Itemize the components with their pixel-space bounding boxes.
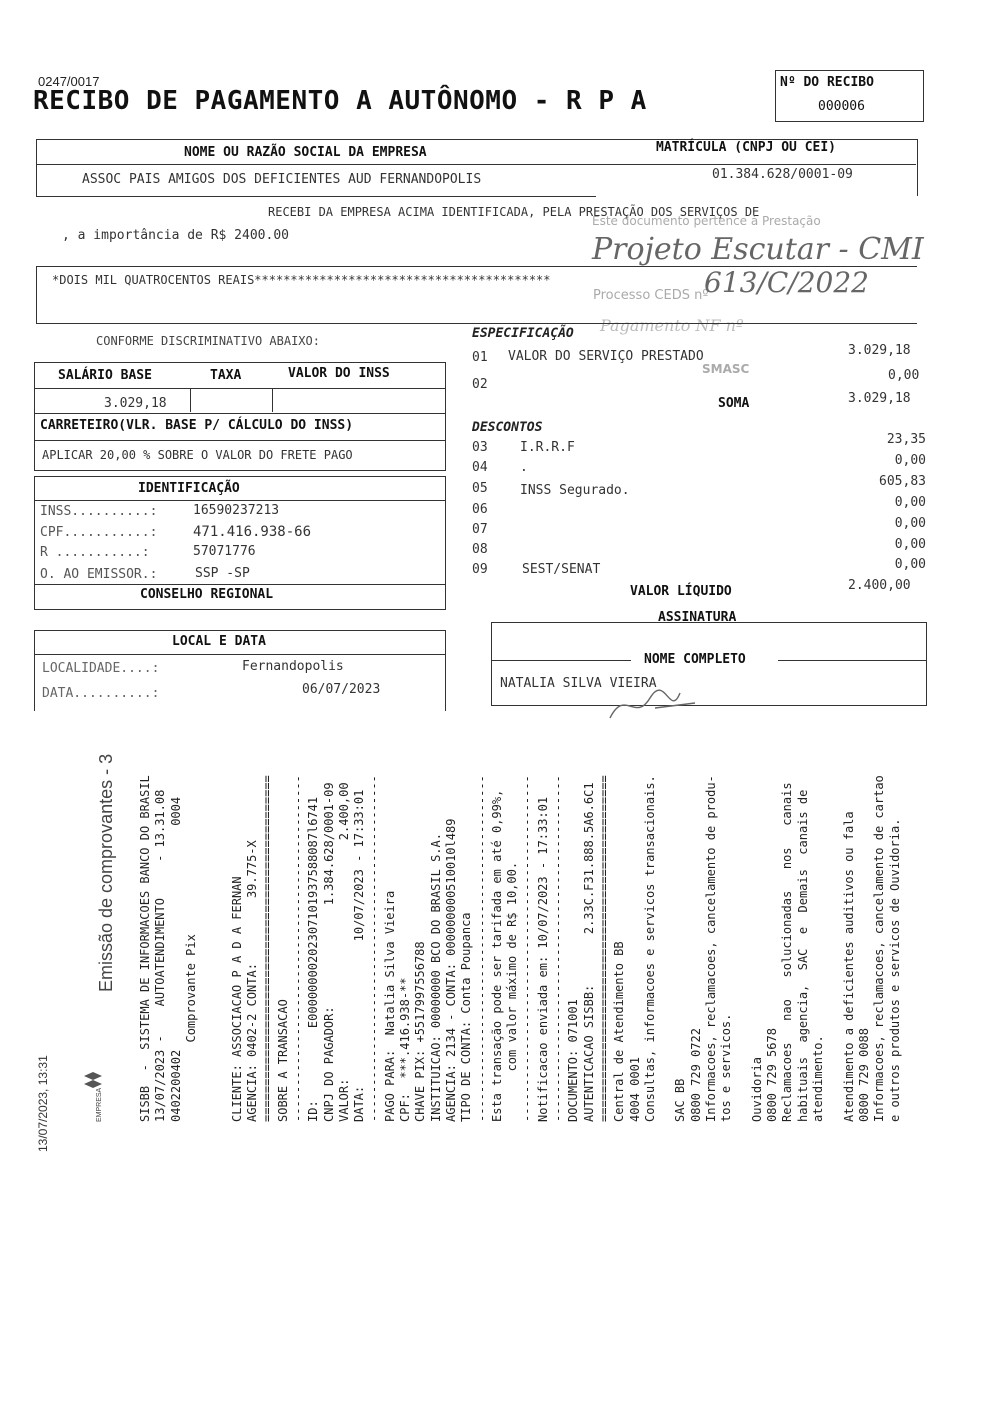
company-name: ASSOC PAIS AMIGOS DOS DEFICIENTES AUD FERNANDOPOLIS xyxy=(82,172,482,187)
pix-line: Esta transação pode ser tarifada em até 0,99%, xyxy=(489,789,504,1122)
company-reg: 01.384.628/0001-09 xyxy=(712,167,853,182)
divider xyxy=(491,660,631,661)
pix-line: ------------------------------------------------ xyxy=(474,775,489,1122)
desconto-num: 09 xyxy=(472,562,488,577)
desconto-value: 605,83 xyxy=(879,474,926,489)
desconto-desc: SEST/SENAT xyxy=(522,562,601,577)
pix-line: e outros produtos e servicos de Ouvidoria. xyxy=(887,818,902,1122)
salary-base-header: SALÁRIO BASE xyxy=(58,368,152,383)
pix-line: INSTITUICAO: 00000000 BCO DO BRASIL S.A. xyxy=(428,833,443,1122)
especificacao-label: ESPECIFICAÇÃO xyxy=(472,326,574,341)
desconto-value: 0,00 xyxy=(894,453,926,468)
pix-line: 0800 729 0088 xyxy=(856,1028,871,1122)
pix-line: Central de Atendimento BB xyxy=(612,941,627,1122)
spec-desc: VALOR DO SERVIÇO PRESTADO xyxy=(508,349,704,364)
pix-line: ID: E00000000202307101937588087l6741 xyxy=(306,796,321,1122)
pix-line: AGENCIA: 0402-2 CONTA: 39.775-X xyxy=(245,840,260,1122)
pix-line: Informacoes, reclamacoes, cancelamento de produ- xyxy=(703,775,718,1122)
pix-line: 4004 0001 xyxy=(627,1056,642,1122)
pix-line: habituais agencia, SAC e Demais canais de xyxy=(795,789,810,1122)
signature-scribble xyxy=(600,678,710,728)
localidade-value: Fernandopolis xyxy=(242,659,344,674)
desconto-value: 0,00 xyxy=(894,516,926,531)
desconto-value: 0,00 xyxy=(894,537,926,552)
pix-line: CHAVE PIX: +5517997556788 xyxy=(413,941,428,1122)
handwritten-project: Projeto Escutar - CMI xyxy=(592,232,924,267)
pix-line: Informacoes, reclamacoes, cancelamento de cartao xyxy=(872,775,887,1122)
pix-line: Reclamacoes nao solucionadas nos canais xyxy=(780,782,795,1122)
pix-line: ------------------------------------------------ xyxy=(551,775,566,1122)
salary-base-value: 3.029,18 xyxy=(104,396,167,411)
inss-label: INSS..........: xyxy=(40,504,158,519)
stamp-processo: Processo CEDS nº xyxy=(593,288,709,303)
spec-value: 0,00 xyxy=(888,368,920,383)
issuer-value: SSP -SP xyxy=(195,566,250,581)
rate-header: TAXA xyxy=(210,368,242,383)
desconto-num: 03 xyxy=(472,440,488,455)
rg-value: 57071776 xyxy=(193,544,256,559)
valor-liquido: 2.400,00 xyxy=(848,578,911,593)
divider xyxy=(34,654,446,655)
conforme-label: CONFORME DISCRIMINATIVO ABAIXO: xyxy=(96,334,320,348)
nome-completo: NATALIA SILVA VIEIRA xyxy=(500,676,657,691)
desconto-value: 23,35 xyxy=(886,432,926,447)
pix-line: DATA: 10/07/2023 - 17:33:01 xyxy=(352,789,367,1122)
issuer-label: O. AO EMISSOR.: xyxy=(40,567,158,582)
desconto-value: 0,00 xyxy=(894,495,926,510)
pix-line xyxy=(658,775,673,1122)
pix-line: 13/07/2023 - AUTOATENDIMENTO - 13.31.08 xyxy=(153,789,168,1122)
spec-num: 02 xyxy=(472,377,488,392)
desconto-num: 07 xyxy=(472,522,488,537)
pix-line: Comprovante Pix xyxy=(183,934,198,1122)
pix-line: 0402200402 0004 xyxy=(168,796,183,1122)
receipt-statement: RECEBI DA EMPRESA ACIMA IDENTIFICADA, PELA PRESTAÇÃO DOS SERVIÇOS DE xyxy=(268,205,760,219)
pix-line: CPF: ***.416.938-** xyxy=(398,977,413,1122)
pix-line: CLIENTE: ASSOCIACAO P A D A FERNAN xyxy=(229,876,244,1122)
conselho-label: CONSELHO REGIONAL xyxy=(140,587,274,602)
pix-line: ================================================ xyxy=(596,775,611,1122)
pix-line: PAGO PARA: Natalia Silva Vieira xyxy=(382,890,397,1122)
document-code: 0247/0017 xyxy=(38,74,100,89)
divider xyxy=(34,584,446,585)
pix-line: tos e servicos. xyxy=(719,1013,734,1122)
pix-line: VALOR: 2.400,00 xyxy=(336,782,351,1122)
localidade-label: LOCALIDADE....: xyxy=(42,661,160,676)
print-timestamp: 13/07/2023, 13:31 xyxy=(36,1055,50,1152)
descontos-label: DESCONTOS xyxy=(472,420,543,435)
carreteiro-label: CARRETEIRO(VLR. BASE P/ CÁLCULO DO INSS) xyxy=(40,418,354,433)
divider xyxy=(34,440,446,441)
pix-line: ================================================ xyxy=(260,775,275,1122)
pix-line: 0800 729 5678 xyxy=(765,1028,780,1122)
soma-value: 3.029,18 xyxy=(848,391,911,406)
receipt-number-box xyxy=(775,70,924,122)
divider xyxy=(778,660,926,661)
company-name-label: NOME OU RAZÃO SOCIAL DA EMPRESA xyxy=(184,145,427,160)
page-title: RECIBO DE PAGAMENTO A AUTÔNOMO - R P A xyxy=(33,86,647,116)
pix-line: Consultas, informacoes e servicos transacionais. xyxy=(642,775,657,1122)
pix-line: ------------------------------------------------ xyxy=(367,775,382,1122)
assinatura-label: ASSINATURA xyxy=(658,610,737,625)
divider xyxy=(34,388,446,389)
stamp-smasc: SMASC xyxy=(702,362,750,376)
receipt-number: 000006 xyxy=(818,99,865,114)
pix-line: Notificacao enviada em: 10/07/2023 - 17:33:01 xyxy=(535,796,550,1122)
valor-liquido-label: VALOR LÍQUIDO xyxy=(630,584,732,599)
desconto-value: 0,00 xyxy=(894,557,926,572)
pix-line: ------------------------------------------------ xyxy=(290,775,305,1122)
pix-line: CNPJ DO PAGADOR: 1.384.628/0001-09 xyxy=(321,782,336,1122)
identificacao-label: IDENTIFICAÇÃO xyxy=(138,481,240,496)
pix-line: 0800 729 0722 xyxy=(688,1028,703,1122)
amount-words: *DOIS MIL QUATROCENTOS REAIS***************************************** xyxy=(52,273,551,287)
data-label: DATA..........: xyxy=(42,686,160,701)
handwritten-process-number: 613/C/2022 xyxy=(704,266,869,299)
pix-line xyxy=(199,775,214,1122)
nome-completo-label: NOME COMPLETO xyxy=(644,652,746,667)
carreteiro-text: APLICAR 20,00 % SOBRE O VALOR DO FRETE PAGO xyxy=(42,448,353,462)
pix-receipt-lines xyxy=(138,775,903,1122)
pix-line xyxy=(214,775,229,1122)
pix-line: TIPO DE CONTA: Conta Poupanca xyxy=(459,912,474,1122)
pix-line: AUTENTICACAO SISBB: 2.33C.F31.888.5A6.6C1 xyxy=(581,782,596,1122)
cpf-label: CPF...........: xyxy=(40,525,158,540)
divider xyxy=(36,196,596,197)
bank-logo xyxy=(80,1070,106,1122)
company-reg-label: MATRÍCULA (CNPJ OU CEI) xyxy=(656,140,837,155)
pix-line: Ouvidoria xyxy=(749,1056,764,1122)
desconto-desc: I.R.R.F xyxy=(520,440,575,455)
desconto-desc: INSS Segurado. xyxy=(520,483,630,498)
pix-line: SOBRE A TRANSACAO xyxy=(275,999,290,1122)
pix-line: com valor máximo de R$ 10,00. xyxy=(505,861,520,1122)
inss-value-header: VALOR DO INSS xyxy=(288,366,390,381)
pix-line: AGENCIA: 2134 - CONTA: 000000000510010l489 xyxy=(443,818,458,1122)
divider xyxy=(34,500,446,501)
soma-label: SOMA xyxy=(718,396,750,411)
desconto-num: 06 xyxy=(472,502,488,517)
receipt-number-label: Nº DO RECIBO xyxy=(780,75,874,90)
pix-line: ------------------------------------------------ xyxy=(520,775,535,1122)
pix-line: atendimento. xyxy=(811,1035,826,1122)
desconto-num: 08 xyxy=(472,542,488,557)
spec-value: 3.029,18 xyxy=(848,343,911,358)
pix-line xyxy=(735,775,750,1122)
inss-value: 16590237213 xyxy=(193,503,280,518)
divider xyxy=(36,164,916,165)
data-value: 06/07/2023 xyxy=(302,682,381,697)
pix-line: SISBB - SISTEMA DE INFORMACOES BANCO DO BRASIL xyxy=(138,775,152,1122)
pix-line: SAC BB xyxy=(673,1078,688,1122)
spec-num: 01 xyxy=(472,350,488,365)
desconto-desc: . xyxy=(520,460,528,475)
pix-line: DOCUMENTO: 071001 xyxy=(566,999,581,1122)
pix-line xyxy=(826,775,841,1122)
pix-heading: Emissão de comprovantes - 3 xyxy=(96,753,116,992)
amount-text: , a importância de R$ 2400.00 xyxy=(62,228,289,243)
local-data-label: LOCAL E DATA xyxy=(172,634,266,649)
desconto-num: 05 xyxy=(472,481,488,496)
desconto-num: 04 xyxy=(472,460,488,475)
divider xyxy=(272,388,273,412)
rg-label: R ...........: xyxy=(40,545,150,560)
divider xyxy=(190,388,191,412)
stamp-prestacao: Este documento pertence à Prestação xyxy=(592,214,821,228)
logo-text: EMPRESA xyxy=(96,1087,103,1122)
handwritten-nf: Pagamento NF nº xyxy=(600,316,744,335)
cpf-value: 471.416.938-66 xyxy=(193,524,312,540)
pix-line: Atendimento a deficientes auditivos ou fala xyxy=(841,811,856,1122)
